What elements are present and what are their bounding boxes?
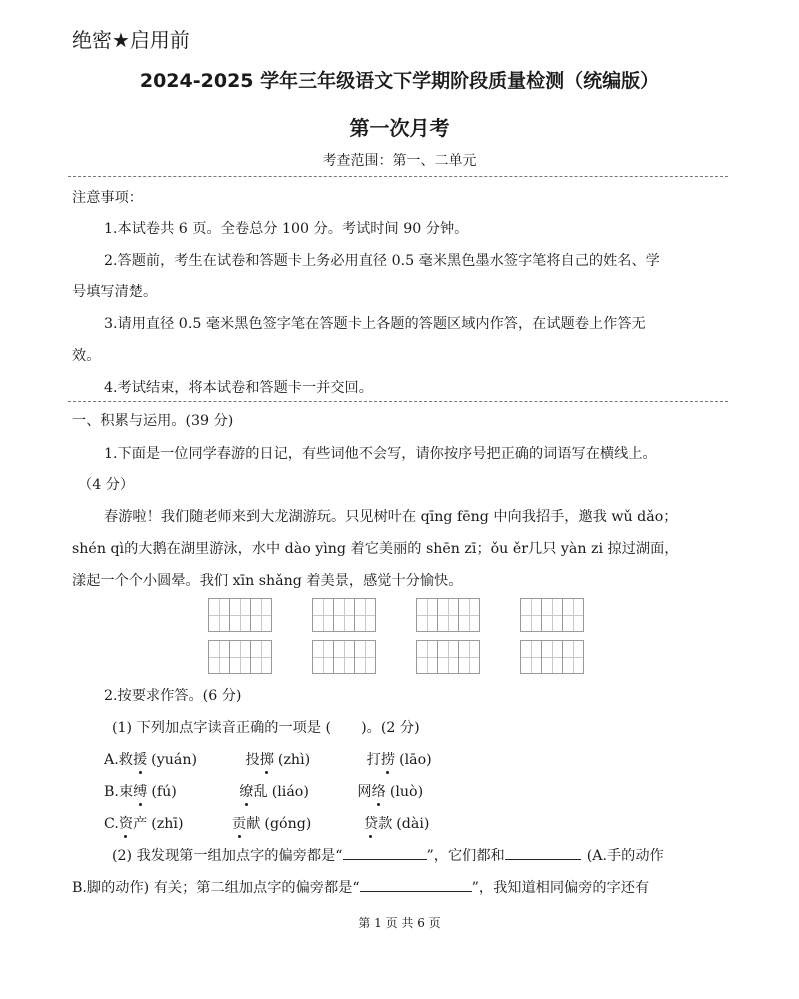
pinyin: (zhì) bbox=[277, 752, 311, 768]
text: (A.手的动作 bbox=[586, 848, 664, 864]
notice-item: 效。 bbox=[72, 348, 101, 364]
answer-blank[interactable] bbox=[343, 845, 427, 860]
text: ”，我知道相同偏旁的字还有 bbox=[471, 880, 650, 896]
option-label: B. bbox=[104, 784, 119, 800]
notice-item: 4.考试结束，将本试卷和答题卡一并交回。 bbox=[104, 380, 373, 396]
notice-item: 2.答题前，考生在试卷和答题卡上务必用直径 0.5 毫米黑色墨水签字笔将自己的姓名、学 bbox=[104, 253, 660, 269]
text: ”，它们都和 bbox=[426, 848, 505, 864]
text: (2) 我发现第一组加点字的偏旁都是“ bbox=[112, 848, 343, 864]
word-char: 投 bbox=[245, 752, 260, 768]
word-char: 献 bbox=[246, 816, 261, 832]
dotted-char: 缚 bbox=[133, 784, 148, 800]
pinyin: (lāo) bbox=[399, 752, 432, 768]
dotted-char: 缭 bbox=[239, 784, 254, 800]
option-label: C. bbox=[104, 816, 119, 832]
notice-heading: 注意事项： bbox=[72, 190, 143, 206]
question-1-score: （4 分） bbox=[78, 477, 135, 493]
answer-blank[interactable] bbox=[505, 845, 581, 860]
pinyin: (zhī) bbox=[151, 816, 184, 832]
pinyin: (liáo) bbox=[271, 784, 309, 800]
section-heading: 一、积累与运用。(39 分) bbox=[72, 413, 234, 429]
question-2-2-line1 bbox=[112, 845, 664, 865]
answer-grid-1[interactable] bbox=[208, 598, 272, 632]
page-footer: 第 1 页 共 6 页 bbox=[358, 916, 441, 930]
dotted-char: 贡 bbox=[232, 816, 247, 832]
word-char: 束 bbox=[118, 784, 134, 800]
text: B.脚的动作) 有关；第二组加点字的偏旁都是“ bbox=[72, 880, 360, 896]
pinyin: (dài) bbox=[396, 816, 430, 832]
question-2-1 bbox=[112, 717, 420, 737]
question-2-1-prefix: (1) 下列加点字读音正确的一项是 ( bbox=[112, 720, 332, 736]
exam-scope: 考查范围：第一、二单元 bbox=[322, 153, 477, 169]
notice-item: 1.本试卷共 6 页。全卷总分 100 分。考试时间 90 分钟。 bbox=[104, 221, 469, 237]
answer-grid-2[interactable] bbox=[312, 598, 376, 632]
diary-line: shén qì的大鹅在湖里游泳，水中 dào yìng 着它美丽的 shēn zī；ǒu ěr几只 yàn zi 掠过湖面， bbox=[72, 541, 679, 557]
question-1-text: 1.下面是一位同学春游的日记，有些词他不会写，请你按序号把正确的词语写在横线上。 bbox=[104, 446, 657, 462]
confidential-label: 绝密★启用前 bbox=[72, 28, 190, 52]
notice-item: 号填写清楚。 bbox=[72, 284, 158, 300]
answer-blank[interactable] bbox=[360, 877, 472, 892]
dotted-char: 掷 bbox=[259, 752, 274, 768]
dotted-char: 贷 bbox=[363, 816, 379, 832]
answer-grid-6[interactable] bbox=[312, 640, 376, 674]
option-b bbox=[104, 781, 423, 801]
question-2-heading: 2.按要求作答。(6 分) bbox=[104, 688, 242, 704]
dotted-char: 援 bbox=[132, 752, 148, 768]
word-char: 网 bbox=[357, 784, 372, 800]
divider bbox=[68, 401, 728, 402]
answer-grid-4[interactable] bbox=[520, 598, 584, 632]
word-char: 款 bbox=[378, 816, 393, 832]
dotted-char: 捞 bbox=[380, 752, 396, 768]
diary-line: 漾起一个个小圆晕。我们 xīn shǎng 着美景，感觉十分愉快。 bbox=[72, 573, 463, 589]
pinyin: (luò) bbox=[389, 784, 424, 800]
answer-grid-3[interactable] bbox=[416, 598, 480, 632]
pinyin: (fú) bbox=[151, 784, 177, 800]
divider bbox=[68, 176, 728, 177]
diary-line: 春游啦！我们随老师来到大龙湖游玩。只见树叶在 qīng fēng 中向我招手，邀我 wǔ dǎo； bbox=[104, 509, 678, 525]
word-char: 乱 bbox=[253, 784, 268, 800]
notice-item: 3.请用直径 0.5 毫米黑色签字笔在答题卡上各题的答题区域内作答，在试题卷上作答无 bbox=[104, 316, 646, 332]
option-c bbox=[104, 813, 429, 833]
dotted-char: 资 bbox=[118, 816, 134, 832]
exam-title: 2024-2025 学年三年级语文下学期阶段质量检测（统编版） bbox=[139, 70, 660, 92]
answer-grid-5[interactable] bbox=[208, 640, 272, 674]
pinyin: (yuán) bbox=[151, 752, 197, 768]
option-label: A. bbox=[104, 752, 119, 768]
answer-grid-8[interactable] bbox=[520, 640, 584, 674]
word-char: 打 bbox=[366, 752, 381, 768]
dotted-char: 络 bbox=[371, 784, 386, 800]
option-a bbox=[104, 749, 432, 769]
word-char: 产 bbox=[133, 816, 148, 832]
question-2-2-line2 bbox=[72, 877, 649, 897]
word-char: 救 bbox=[118, 752, 133, 768]
answer-grid-7[interactable] bbox=[416, 640, 480, 674]
question-2-1-suffix: )。(2 分) bbox=[361, 720, 420, 736]
pinyin: (góng) bbox=[264, 816, 312, 832]
exam-subtitle: 第一次月考 bbox=[349, 116, 450, 140]
